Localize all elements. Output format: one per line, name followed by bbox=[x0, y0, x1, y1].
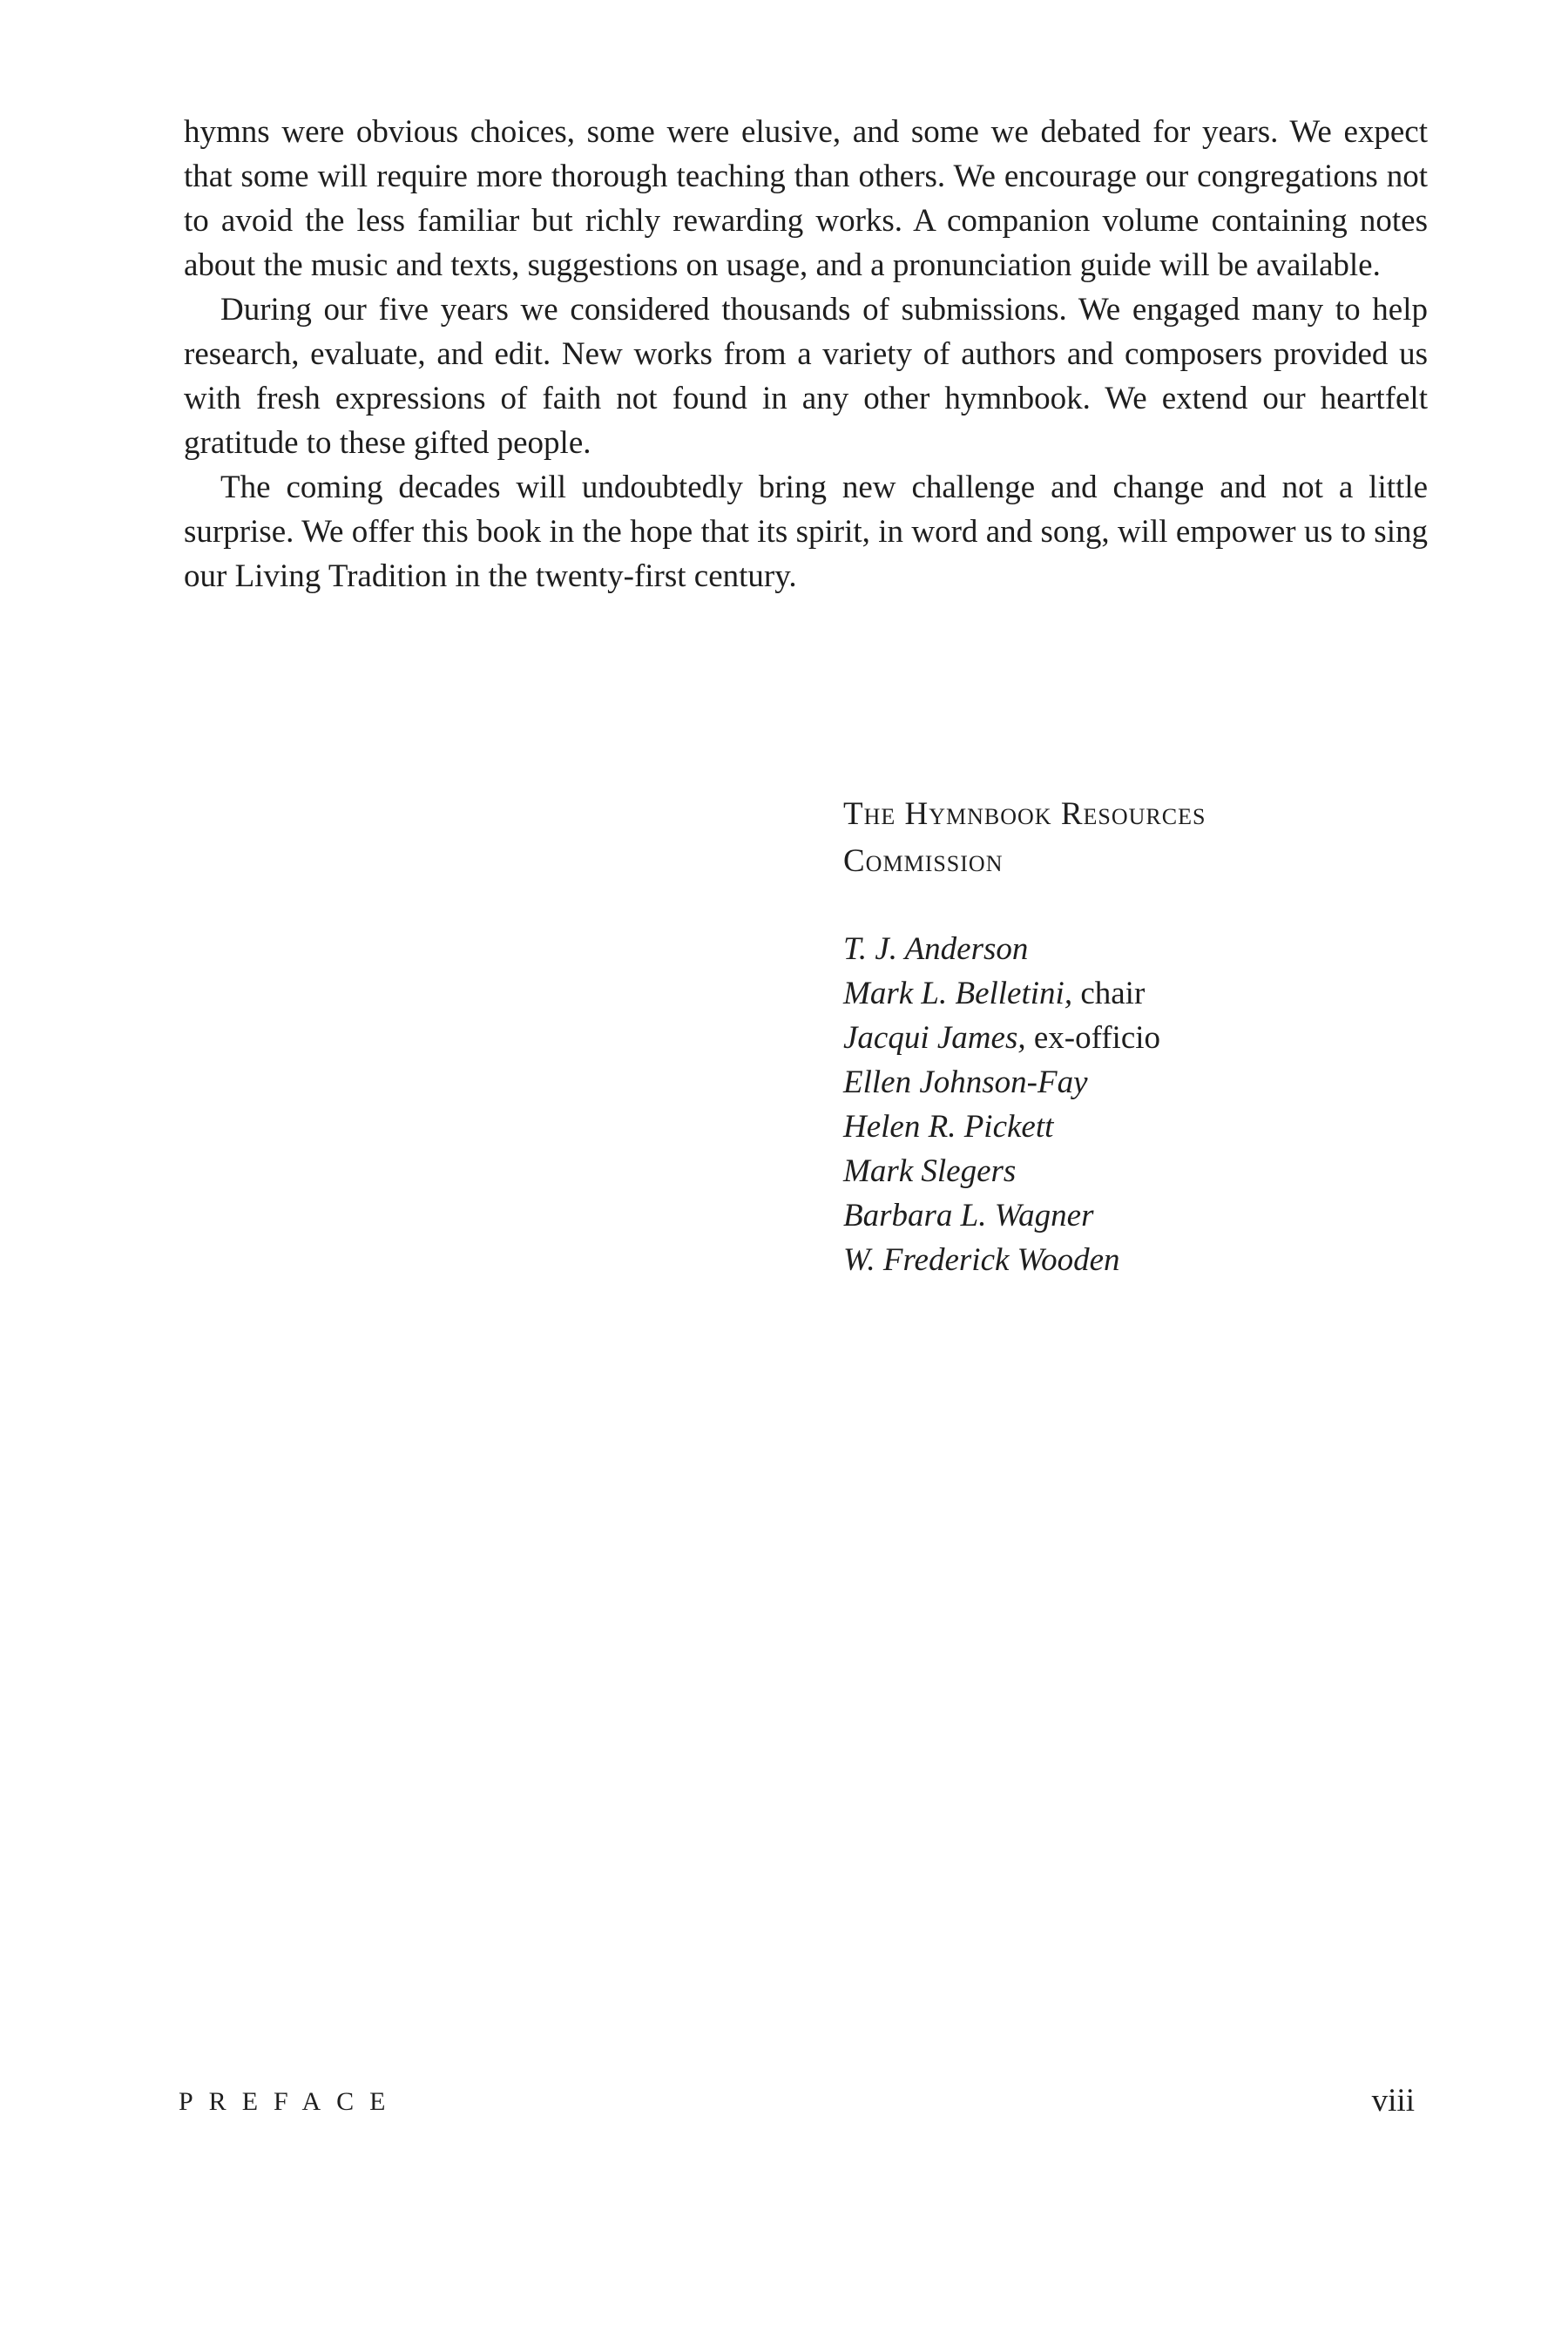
running-footer-section: PREFACE bbox=[179, 2087, 402, 2116]
commission-name-line-1: The Hymnbook Resources bbox=[843, 796, 1206, 832]
member-name: T. J. Anderson bbox=[843, 931, 1029, 967]
signature-block bbox=[843, 791, 1453, 1282]
member-role: chair bbox=[1072, 976, 1146, 1011]
member-name: W. Frederick Wooden bbox=[843, 1242, 1120, 1278]
member-role: ex-officio bbox=[1025, 1020, 1161, 1056]
member bbox=[843, 927, 1453, 971]
member-name: Mark L. Belletini, bbox=[843, 976, 1073, 1011]
member bbox=[843, 1193, 1453, 1238]
page-number: viii bbox=[1371, 2083, 1415, 2119]
paragraph-continued: hymns were obvious choices, some were elusive, and some we debated for years. We expect that some will require more thorough teaching than others. We encourage our congregations not to avoid the less familiar but richly rewarding works. A companion volume containing notes about the music and texts, suggestions on usage, and a pronunciation guide will be available. bbox=[184, 114, 1428, 283]
preface-body bbox=[184, 110, 1428, 598]
member-name: Ellen Johnson-Fay bbox=[843, 1064, 1088, 1100]
member-name: Barbara L. Wagner bbox=[843, 1198, 1094, 1233]
member bbox=[843, 1105, 1453, 1149]
member bbox=[843, 1149, 1453, 1193]
member-name: Jacqui James, bbox=[843, 1020, 1026, 1056]
member-name: Helen R. Pickett bbox=[843, 1109, 1054, 1145]
member bbox=[843, 1060, 1453, 1105]
member-name: Mark Slegers bbox=[843, 1153, 1017, 1189]
paragraph: During our five years we considered thousands of submissions. We engaged many to help research, evaluate, and edit. New works from a variety of authors and composers provided us with fresh expressions of faith not found in any other hymnbook. We extend our heartfelt gratitude to these gifted people. bbox=[184, 292, 1428, 461]
member bbox=[843, 1016, 1453, 1060]
commission-name-line-2: Commission bbox=[843, 843, 1004, 879]
member bbox=[843, 971, 1453, 1016]
member-list bbox=[843, 927, 1453, 1282]
member bbox=[843, 1238, 1453, 1282]
paragraph: The coming decades will undoubtedly bring new challenge and change and not a little surprise. We offer this book in the hope that its spirit, in word and song, will empower us to sing our Living Tradition in the twenty-first century. bbox=[184, 470, 1428, 594]
